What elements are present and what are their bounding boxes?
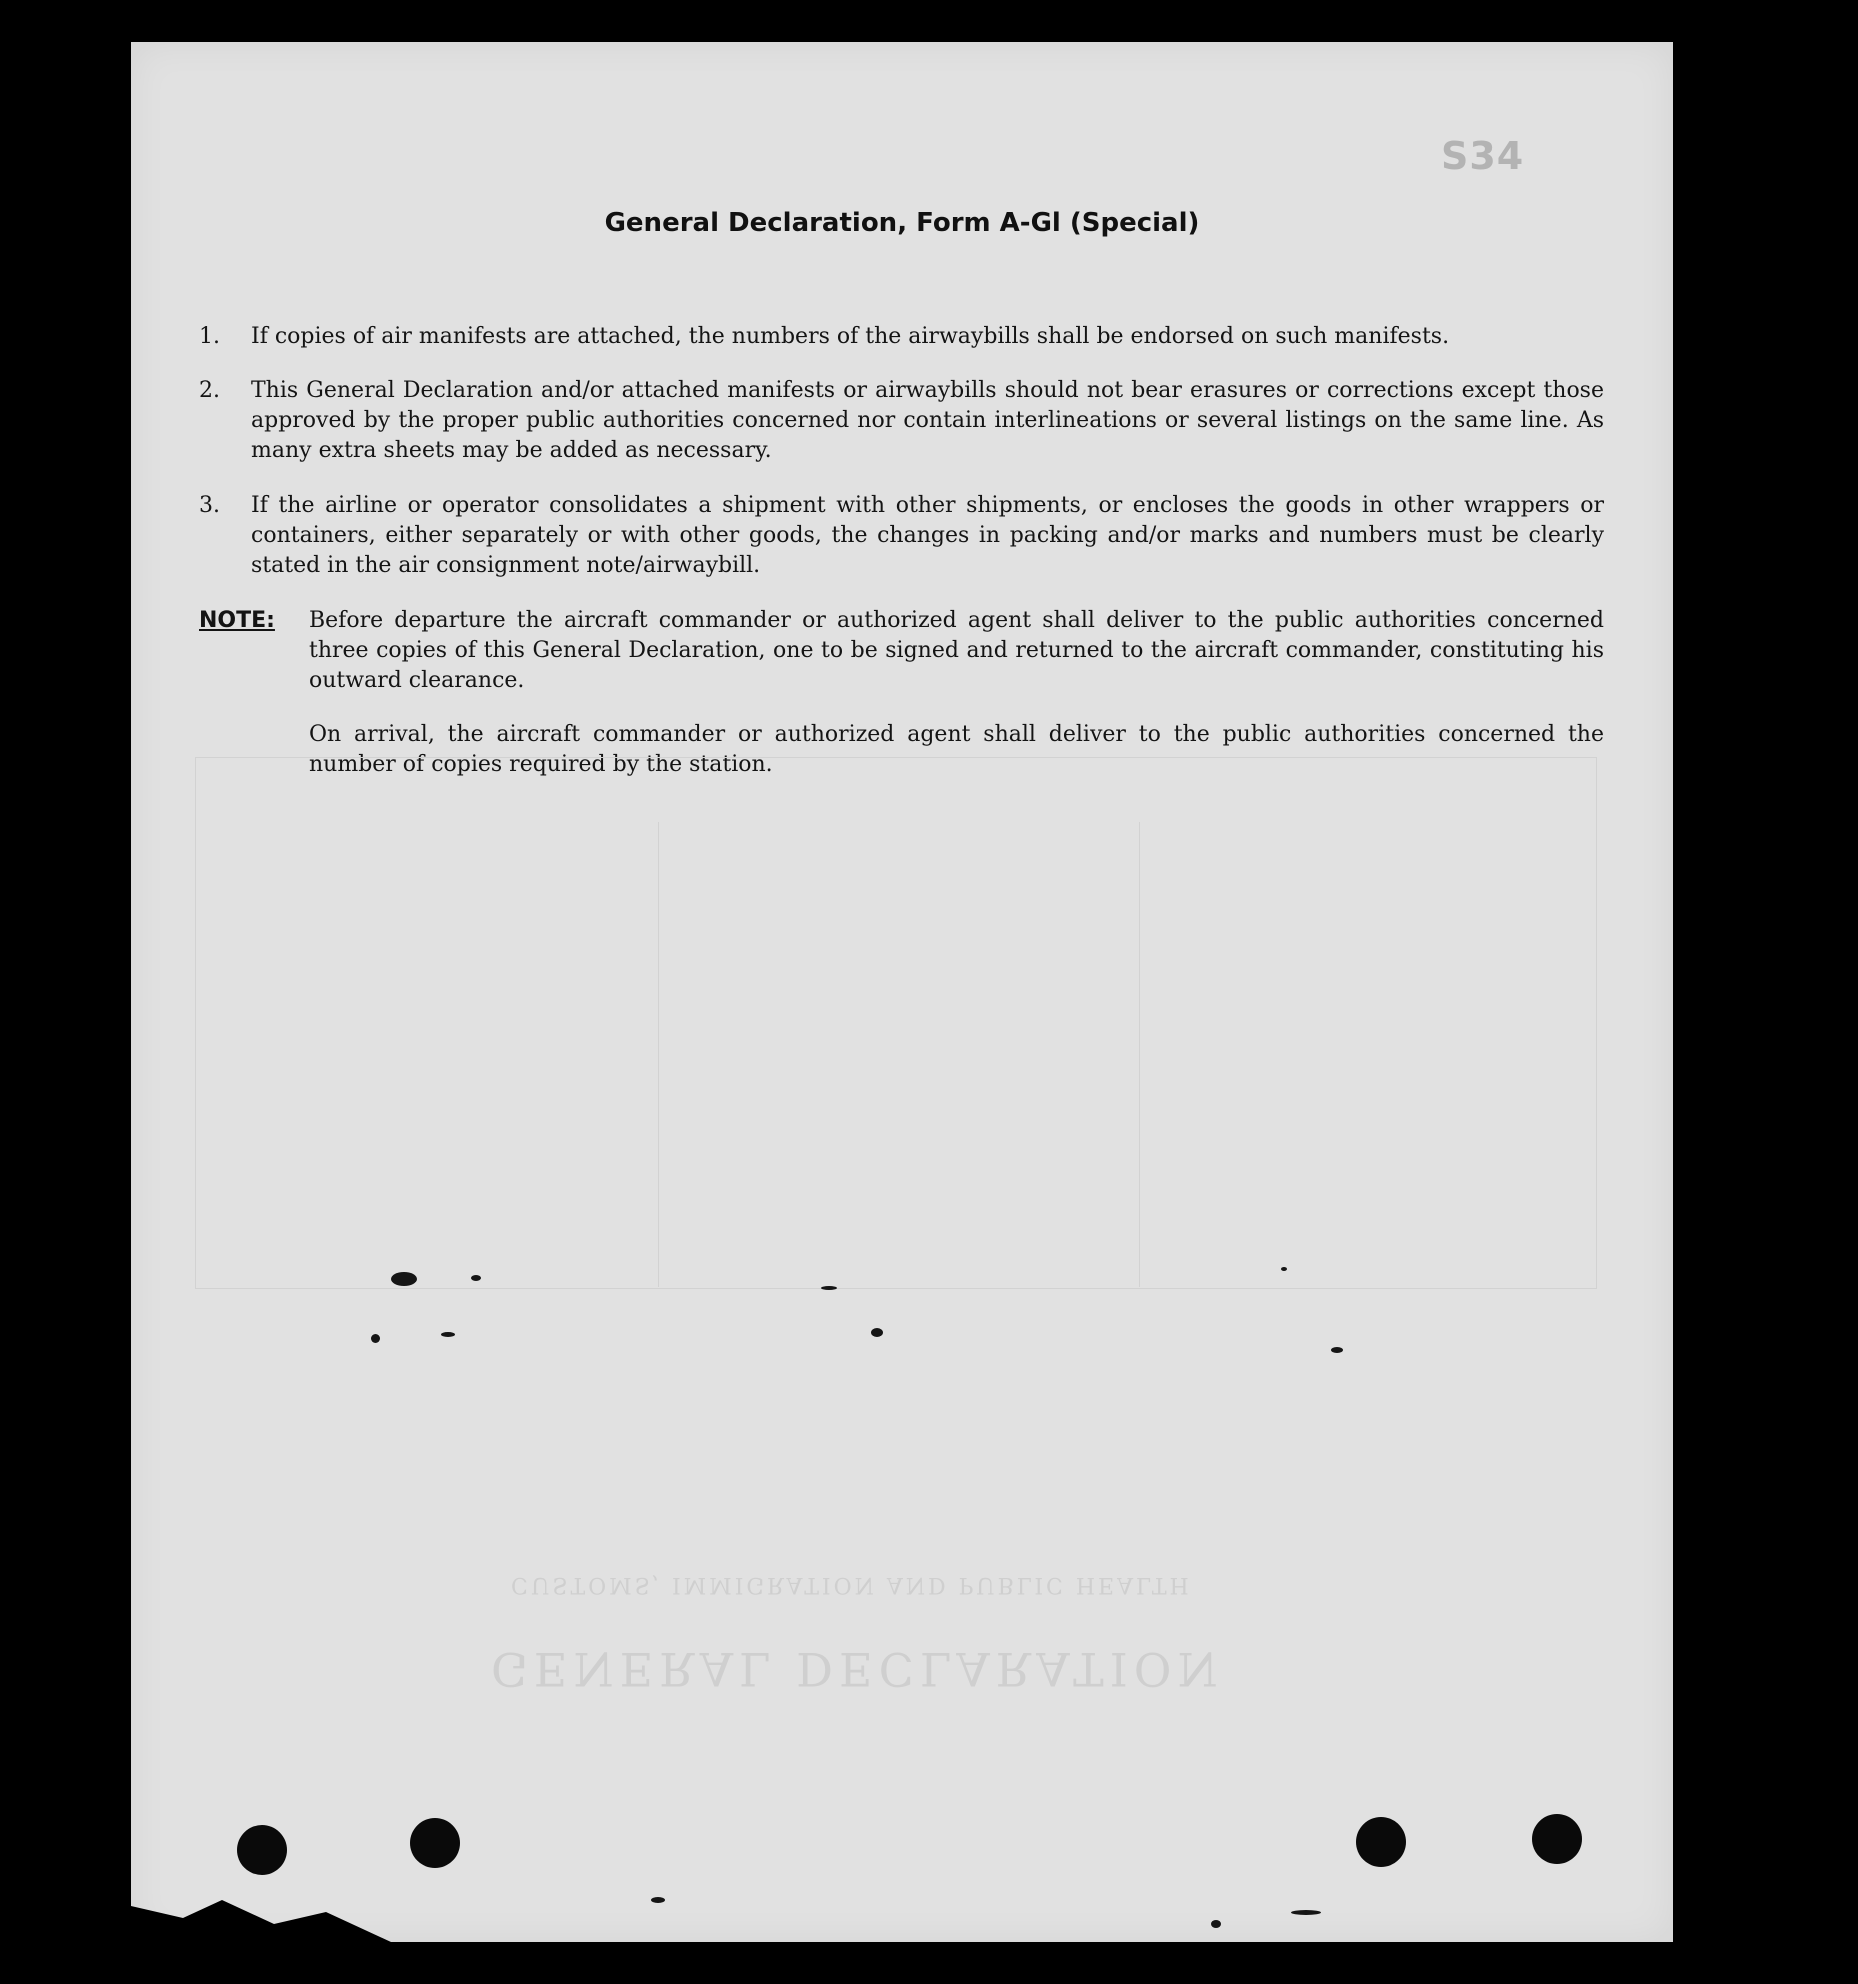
paper-speck <box>1331 1347 1343 1353</box>
note-block <box>199 606 1604 780</box>
item-text: If copies of air manifests are attached, the numbers of the airwaybills shall be endorsed on such manifests. <box>251 324 1450 349</box>
paper-speck <box>441 1332 455 1337</box>
paper-speck <box>651 1897 665 1903</box>
bleed-through-box <box>658 822 1140 1287</box>
document-title: General Declaration, Form A-Gl (Special) <box>604 208 1200 238</box>
paper-speck <box>821 1286 837 1290</box>
paper-speck <box>1211 1920 1221 1928</box>
bleed-through-text: CUSTOMS, IMMIGRATION AND PUBLIC HEALTH <box>511 1572 1192 1597</box>
instruction-item <box>199 491 1604 581</box>
punch-hole <box>1532 1814 1582 1864</box>
punch-hole <box>1356 1817 1406 1867</box>
paper-speck <box>391 1272 417 1286</box>
note-label: NOTE: <box>199 608 275 633</box>
note-paragraph: Before departure the aircraft commander or authorized agent shall deliver to the public authorities concerned three copies of this General Declaration, one to be signed and returned to the aircraft commander, constituting his outward clearance. <box>309 608 1604 693</box>
paper-speck <box>371 1334 380 1343</box>
item-text: This General Declaration and/or attached manifests or airwaybills should not bear erasures or corrections except those approved by the proper public authorities concerned nor contain interlineations or several listings on the same line. As many extra sheets may be added as necessary. <box>251 378 1604 463</box>
torn-corner <box>131 1882 391 1942</box>
item-text: If the airline or operator consolidates a shipment with other shipments, or encloses the goods in other wrappers or containers, either separately or with other goods, the changes in packing and/or marks and numbers must be clearly stated in the air consignment note/airwaybill. <box>251 493 1604 578</box>
instruction-item <box>199 322 1604 352</box>
paper-speck <box>471 1275 481 1281</box>
note-paragraph: On arrival, the aircraft commander or authorized agent shall deliver to the public authorities concerned the number of copies required by the station. <box>309 722 1604 777</box>
paper-speck <box>1281 1267 1287 1271</box>
bleed-through-text: GENERAL DECLARATION <box>491 1642 1224 1696</box>
item-number: 2. <box>199 378 220 403</box>
document-page <box>131 42 1673 1942</box>
instruction-item <box>199 376 1604 466</box>
paper-speck <box>1291 1910 1321 1915</box>
punch-hole <box>410 1818 460 1868</box>
page-stamp: S34 <box>1441 134 1525 178</box>
item-number: 3. <box>199 493 220 518</box>
item-number: 1. <box>199 324 220 349</box>
punch-hole <box>237 1825 287 1875</box>
paper-speck <box>871 1328 883 1337</box>
